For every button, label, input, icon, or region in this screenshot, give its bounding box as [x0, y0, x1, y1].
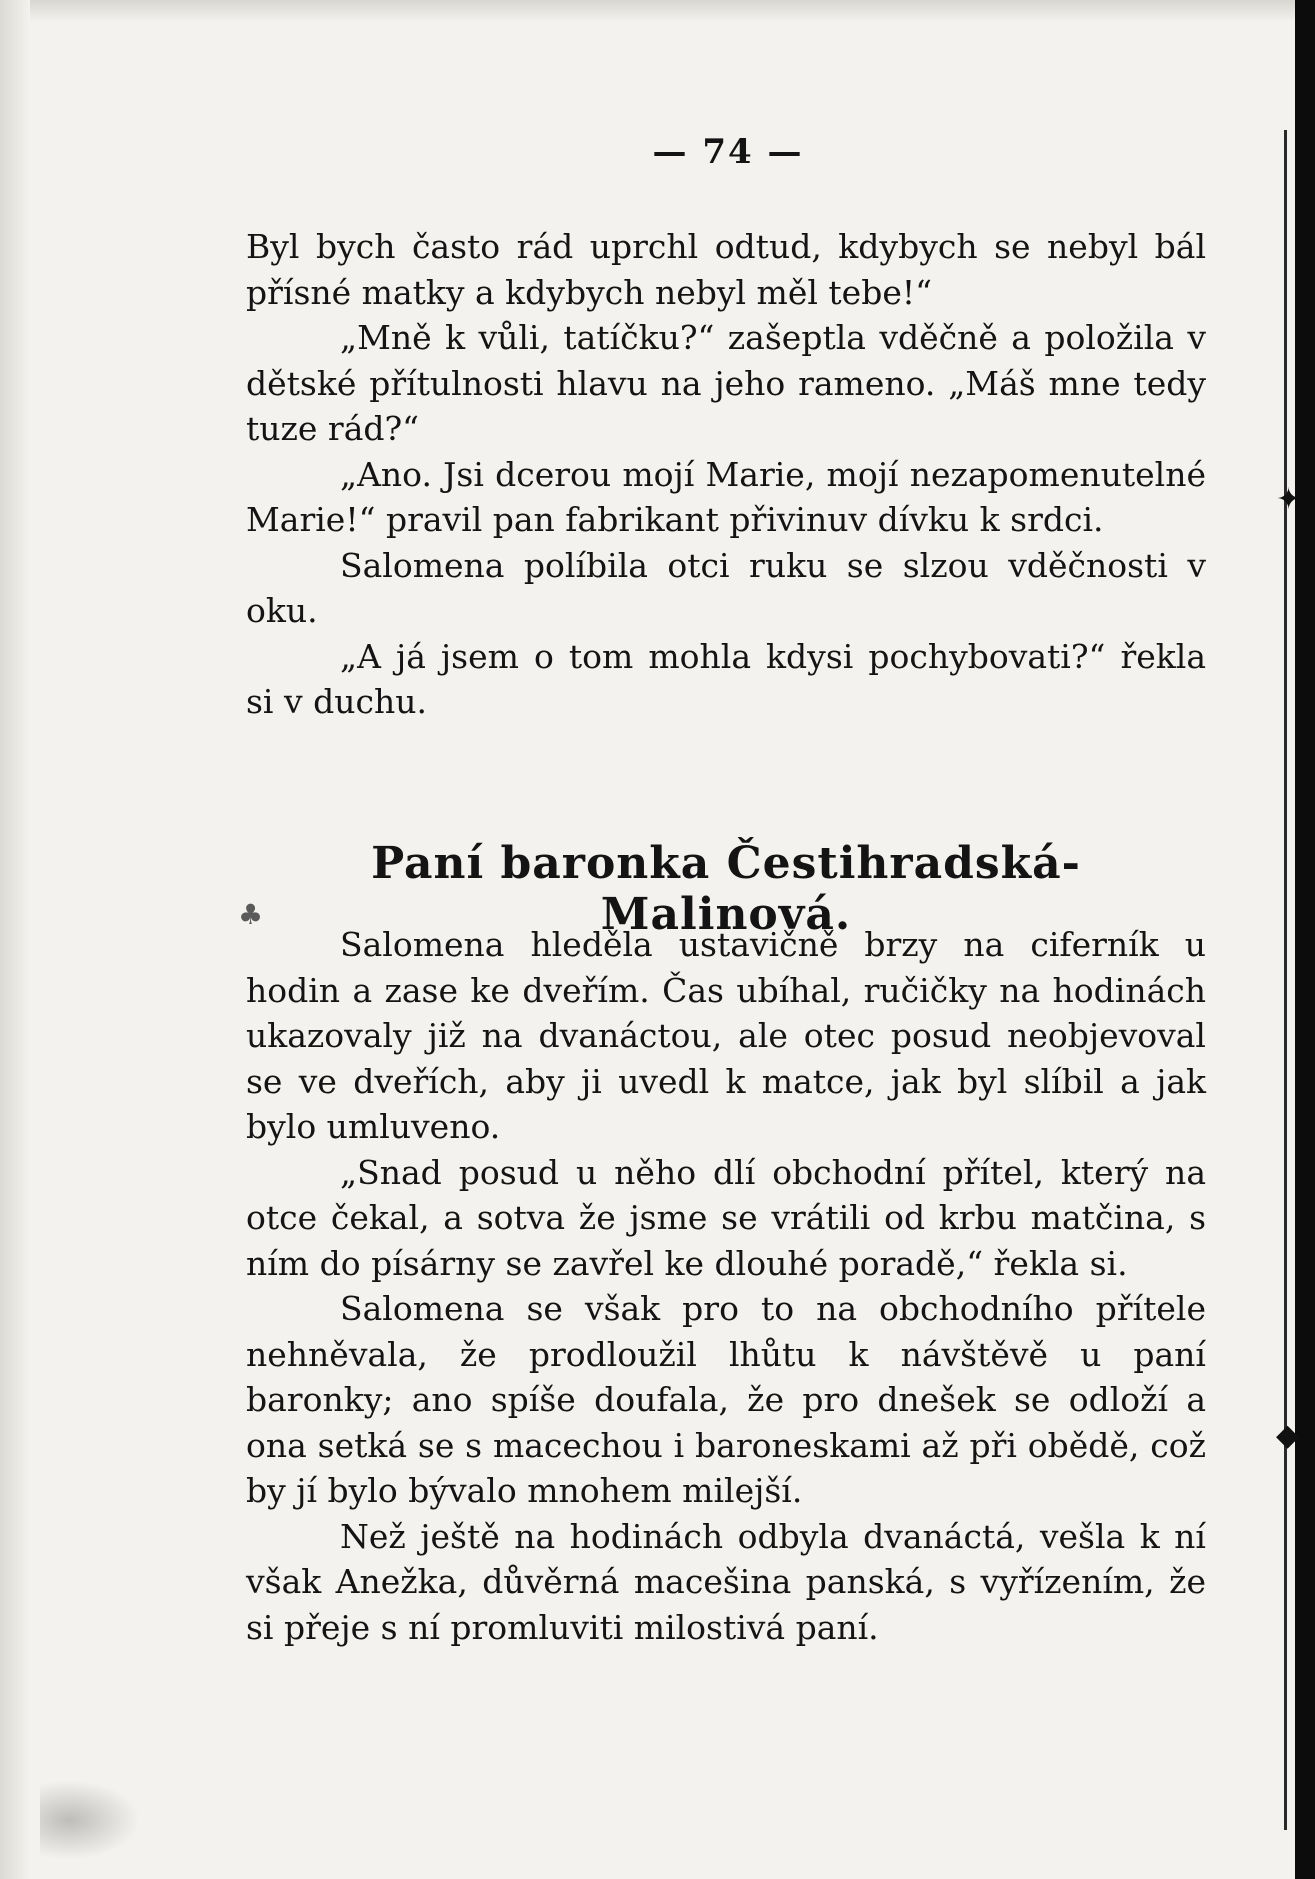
paragraph: „A já jsem o tom mohla kdysi pochybovati?“ řekla si v duchu.	[246, 636, 1206, 721]
binding-line	[1284, 130, 1287, 1830]
binding-star-icon: ✦	[1276, 482, 1302, 517]
page-top-edge	[0, 0, 1315, 22]
paragraph: „Ano. Jsi dcerou mojí Marie, mojí nezapomenutelné Marie!“ pravil pan fabrikant přivinuv dívku k srdci.	[246, 454, 1206, 539]
chapter-title: Paní baronka Čestihradská-Malinová.	[371, 838, 1081, 940]
paragraph: Salomena políbila otci ruku se slzou vděčnosti v oku.	[246, 545, 1206, 630]
paragraph: Než ještě na hodinách odbyla dvanáctá, vešla k ní však Anežka, důvěrná macešina panská, s vyřízením, že si přeje s ní promluviti milostivá paní.	[246, 1516, 1206, 1647]
page-left-edge	[0, 0, 30, 1879]
paragraph: „Snad posud u něho dlí obchodní přítel, který na otce čekal, a sotva že jsme se vrátili od krbu matčina, s ním do písárny se zavřel ke dlouhé poradě,“ řekla si.	[246, 1152, 1206, 1283]
binding-diamond-icon: ◆	[1276, 1418, 1300, 1453]
binding-strip	[1295, 0, 1315, 1879]
paragraph: „Mně k vůli, tatíčku?“ zašeptla vděčně a položila v dětské přítulnosti hlavu na jeho rameno. „Máš mne tedy tuze rád?“	[246, 318, 1206, 448]
paragraph: Byl bych často rád uprchl odtud, kdybych se nebyl bál přísné matky a kdybych nebyl měl tebe!“	[246, 227, 1206, 312]
paragraph: Salomena hleděla ustavičně brzy na ciferník u hodin a zase ke dveřím. Čas ubíhal, ručičky na hodinách ukazovaly již na dvanáctou, ale otec posud neobjevoval se ve dveřích, aby ji uvedl k matce, jak byl slíbil a jak bylo umluveno.	[246, 925, 1206, 1146]
corner-smudge	[40, 1780, 140, 1860]
paragraph: Salomena se však pro to na obchodního přítele nehněvala, že prodloužil lhůtu k návštěvě u paní baronky; ano spíše doufala, že pro dnešek se odloží a ona setká se s macechou i baroneskami až při obědě, což by jí bylo bývalo mnohem milejší.	[246, 1289, 1206, 1510]
continuation-text	[246, 224, 1206, 725]
page-number: — 74 —	[652, 132, 804, 172]
chapter-text	[246, 922, 1206, 1650]
small-ornament-icon: ♣	[238, 898, 264, 931]
